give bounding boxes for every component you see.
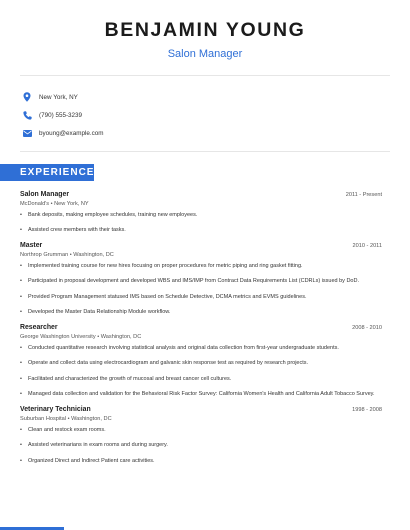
job-bullets <box>20 426 382 465</box>
job-organization: George Washington University • Washington, DC <box>20 333 142 340</box>
job-dates: 2008 - 2010 <box>352 324 382 331</box>
job-bullet: • Conducted quantitative research involving statistical analysis and original data collection from first-year undergraduate students. <box>20 344 382 352</box>
job-bullet: • Assisted crew members with their tasks. <box>20 226 382 234</box>
job-title: Veterinary Technician <box>20 405 91 413</box>
job-header <box>20 406 382 413</box>
contact-phone <box>22 106 410 124</box>
contact-email <box>22 125 410 143</box>
candidate-role: Salon Manager <box>167 48 243 60</box>
job-organization: McDonald's • New York, NY <box>20 200 89 207</box>
job-bullets <box>20 262 382 317</box>
job-dates: 2011 - Present <box>345 191 382 198</box>
job-header <box>20 324 382 331</box>
job-title: Master <box>20 241 43 249</box>
job-bullet: • Implemented training course for new hires focusing on proper procedures for metric piping and ring gasket fitting. <box>20 262 382 270</box>
job-entry <box>20 406 382 465</box>
location-pin-icon <box>22 92 32 102</box>
job-organization: Northrop Grumman • Washington, DC <box>20 251 114 258</box>
contact-phone-text: (790) 555-3239 <box>39 111 83 119</box>
job-bullet: • Provided Program Management statused IMS based on Schedule Detective, DCMA metrics and EVMS guidelines. <box>20 293 382 301</box>
contact-divider <box>20 151 390 152</box>
job-title: Researcher <box>20 323 58 331</box>
job-bullets <box>20 211 382 235</box>
experience-section-band <box>0 164 94 181</box>
email-icon <box>22 129 32 139</box>
job-bullet: • Managed data collection and validation for the Behavioral Risk Factor Survey: California Women's Health and California Adult Tobacco Survey. <box>20 390 382 398</box>
resume-header <box>0 0 410 61</box>
job-dates: 2010 - 2011 <box>352 242 382 249</box>
job-entry <box>20 242 382 317</box>
candidate-name: BENJAMIN YOUNG <box>104 19 306 41</box>
experience-section-title: EXPERIENCE <box>20 166 95 178</box>
job-entry <box>20 324 382 399</box>
contact-email-text: byoung@example.com <box>39 130 104 138</box>
job-bullet: • Bank deposits, making employee schedules, training new employees. <box>20 211 382 219</box>
job-bullet: • Clean and restock exam rooms. <box>20 426 382 434</box>
contact-list <box>0 76 410 143</box>
job-organization: Suburban Hospital • Washington, DC <box>20 415 112 422</box>
job-bullets <box>20 344 382 399</box>
job-bullet: • Operate and collect data using electrocardiogram and galvanic skin response test as required by research projects. <box>20 359 382 367</box>
job-bullet: • Organized Direct and Indirect Patient care activities. <box>20 457 382 465</box>
experience-list <box>0 191 410 465</box>
phone-icon <box>22 110 32 120</box>
contact-location <box>22 88 410 106</box>
job-bullet: • Assisted veterinarians in exam rooms and during surgery. <box>20 441 382 449</box>
job-dates: 1998 - 2008 <box>352 406 382 413</box>
job-bullet: • Facilitated and characterized the growth of mucosal and breast cancer cell cultures. <box>20 375 382 383</box>
job-entry <box>20 191 382 235</box>
job-title: Salon Manager <box>20 190 70 198</box>
job-header <box>20 242 382 249</box>
contact-location-text: New York, NY <box>39 93 78 101</box>
job-header <box>20 191 382 198</box>
job-bullet: • Developed the Master Data Relationship Module workflow. <box>20 308 382 316</box>
job-bullet: • Participated in proposal development and developed WBS and IMS/IMP from Contract Data Requirements List (CDRLs) issued by DoD. <box>20 277 382 285</box>
